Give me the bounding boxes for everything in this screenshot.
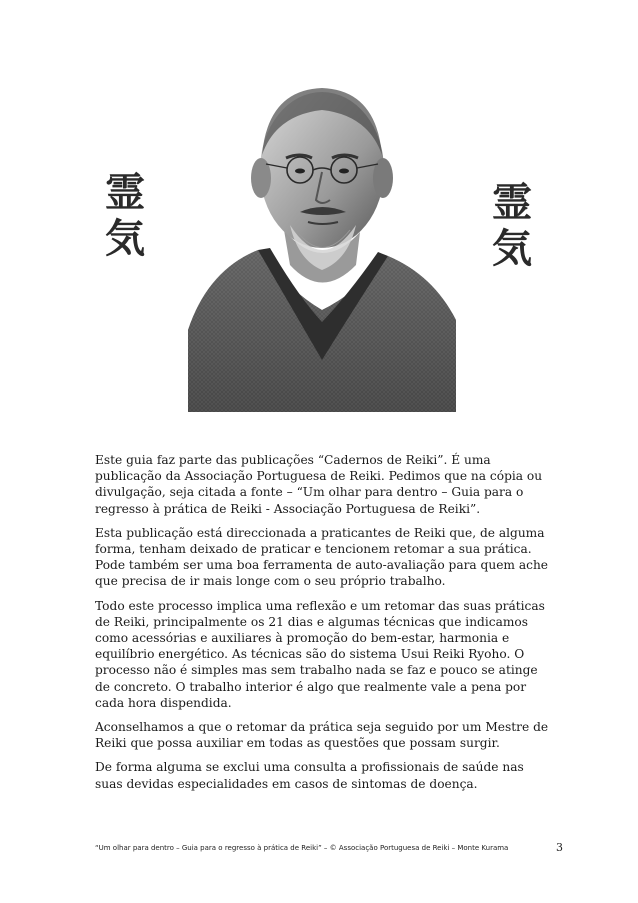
kanji-ki: 気 bbox=[105, 215, 145, 262]
paragraph-purpose: Esta publicação está direccionada a praticantes de Reiki que, de alguma forma, tenham deixado de praticar e tencionem retomar a sua prática. Pode também ser uma boa ferramenta de auto-avaliação para quem ache que precisa de ir mais longe com o seu próprio trabalho. bbox=[95, 525, 549, 589]
page-footer: “Um olhar para dentro – Guia para o regresso à prática de Reiki” – © Associação Portuguesa de Reiki – Monte Kurama bbox=[95, 844, 509, 852]
body-text bbox=[95, 452, 555, 800]
reiki-kanji-right bbox=[484, 180, 540, 272]
page-number: 3 bbox=[556, 841, 563, 854]
paragraph-intro: Este guia faz parte das publicações “Cadernos de Reiki”. É uma publicação da Associação Portuguesa de Reiki. Pedimos que na cópia ou divulgação, seja citada a fonte – “Um olhar para dentro – Guia para o regresso à prática de Reiki - Associação Portuguesa de Reiki”. bbox=[95, 453, 543, 516]
kanji-rei: 霊 bbox=[105, 169, 145, 216]
kanji-rei: 霊 bbox=[492, 179, 532, 226]
reiki-kanji-left bbox=[97, 170, 153, 262]
paragraph-disclaimer: De forma alguma se exclui uma consulta a profissionais de saúde nas suas devidas especialidades em casos de sintomas de doença. bbox=[95, 760, 524, 791]
kanji-ki: 気 bbox=[492, 225, 532, 272]
paragraph-process: Todo este processo implica uma reflexão e um retomar das suas práticas de Reiki, principalmente os 21 dias e algumas técnicas que indicamos como acessórias e auxiliares à promoção do bem-estar, harmonia e equilíbrio energético. As técnicas são do sistema Usui Reiki Ryoho. O processo não é simples mas sem trabalho nada se faz e pouco se atinge de concreto. O trabalho interior é algo que realmente vale a pena por cada hora dispendida. bbox=[95, 598, 545, 710]
paragraph-advice: Aconselhamos a que o retomar da prática seja seguido por um Mestre de Reiki que possa auxiliar em todas as questões que possam surgir. bbox=[95, 720, 549, 751]
portrait-photo bbox=[188, 60, 456, 412]
